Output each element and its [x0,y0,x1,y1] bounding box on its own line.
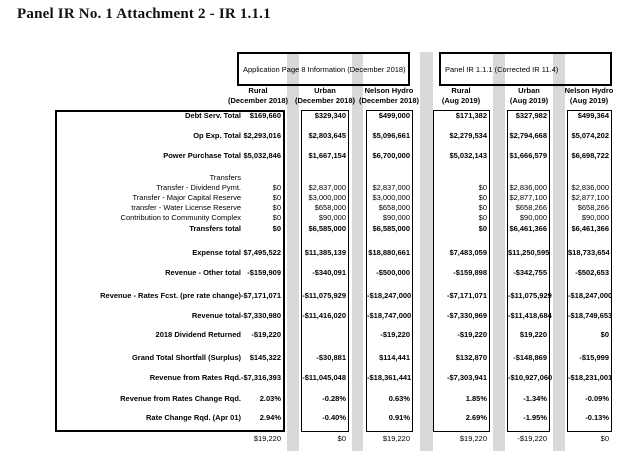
footer-cell-nelson-hydro-aug-2019: $0 [600,434,609,443]
cell-urban-aug-2019: -$11,075,929 [508,291,552,300]
cell-nelson-hydro-aug-2019: -0.13% [585,413,609,422]
cell-rural-dec-2018: $5,032,846 [243,151,281,160]
cell-nelson-hydro-aug-2019: -$15,999 [579,353,609,362]
cell-urban-dec-2018: -$30,881 [316,353,346,362]
cell-nelson-hydro-aug-2019: -0.09% [585,394,609,403]
cell-urban-dec-2018: -$11,045,048 [302,373,346,382]
cell-rural-aug-2019: $132,870 [455,353,487,362]
cell-rural-aug-2019: -$19,220 [457,330,487,339]
page-title: Panel IR No. 1 Attachment 2 - IR 1.1.1 [17,6,271,22]
column-separator-bar [287,52,299,451]
cell-rural-dec-2018: $0 [272,183,281,192]
cell-rural-aug-2019: $0 [478,213,487,222]
cell-nelson-hydro-dec-2018: -$18,747,000 [367,311,412,320]
footer-cell-rural-aug-2019: $19,220 [459,434,487,443]
cell-rural-aug-2019: $2,279,534 [449,131,487,140]
row-label: transfer - Water License Reserve [131,203,241,212]
row-label: Transfers [209,173,241,182]
row-label: Grand Total Shortfall (Surplus) [131,353,241,362]
cell-nelson-hydro-dec-2018: $18,880,661 [368,248,410,257]
cell-rural-dec-2018: 2.94% [259,413,281,422]
cell-rural-dec-2018: -$7,330,980 [240,311,281,320]
column-name: Nelson Hydro [564,86,614,95]
cell-urban-aug-2019: $19,220 [519,330,547,339]
cell-urban-dec-2018: $90,000 [318,213,346,222]
cell-nelson-hydro-dec-2018: 0.63% [388,394,410,403]
cell-nelson-hydro-aug-2019: -$18,749,653 [568,311,613,320]
group-box-application-page8 [237,52,410,86]
column-name: Rural [248,86,268,95]
column-separator-bar [420,52,433,451]
row-label: Transfer - Major Capital Reserve [132,193,241,202]
cell-nelson-hydro-aug-2019: -$18,247,000 [568,291,613,300]
cell-urban-dec-2018: $11,385,139 [304,248,346,257]
column-period: (Aug 2019) [441,96,481,105]
cell-nelson-hydro-aug-2019: -$502,653 [575,268,609,277]
cell-nelson-hydro-dec-2018: $6,585,000 [372,224,410,233]
cell-nelson-hydro-dec-2018: $6,700,000 [372,151,410,160]
footer-cell-urban-aug-2019: -$19,220 [517,434,547,443]
cell-rural-aug-2019: $0 [478,203,487,212]
cell-rural-dec-2018: -$159,909 [247,268,281,277]
row-label: Transfer - Dividend Pymt. [156,183,241,192]
cell-urban-aug-2019: $11,250,595 [508,248,550,257]
cell-nelson-hydro-dec-2018: -$19,220 [380,330,410,339]
column-header-nelson-hydro-dec-2018 [349,86,429,106]
cell-rural-aug-2019: -$7,303,941 [446,373,487,382]
row-label: Contribution to Community Complex [120,213,241,222]
cell-nelson-hydro-aug-2019: $5,074,202 [571,131,609,140]
cell-urban-aug-2019: $2,794,668 [509,131,547,140]
cell-nelson-hydro-dec-2018: $658,000 [378,203,410,212]
cell-nelson-hydro-dec-2018: $3,000,000 [372,193,410,202]
row-label: Revenue total [191,311,241,320]
cell-nelson-hydro-dec-2018: -$18,361,441 [367,373,412,382]
column-name: Nelson Hydro [364,86,414,95]
cell-urban-dec-2018: $658,000 [314,203,346,212]
cell-rural-dec-2018: $0 [272,213,281,222]
cell-rural-dec-2018: -$7,316,393 [240,373,281,382]
group-label: Panel IR 1.1.1 (Corrected IR 11.4) [445,64,559,74]
cell-urban-aug-2019: $1,666,579 [509,151,547,160]
column-header-nelson-hydro-aug-2019 [549,86,629,106]
group-label: Application Page 8 Information (December 2018) [243,64,406,74]
cell-rural-dec-2018: $0 [272,224,281,233]
cell-urban-aug-2019: -$10,927,060 [508,373,553,382]
cell-urban-dec-2018: $2,803,645 [308,131,346,140]
cell-rural-dec-2018: $7,495,522 [243,248,281,257]
group-box-panel-ir-111 [439,52,612,86]
column-period: (Aug 2019) [569,96,609,105]
cell-rural-aug-2019: $0 [478,224,487,233]
row-label: Revenue from Rates Rqd. [149,373,241,382]
cell-urban-dec-2018: -$340,091 [312,268,346,277]
cell-nelson-hydro-dec-2018: $2,837,000 [372,183,410,192]
row-label: Revenue - Other total [165,268,241,277]
cell-urban-dec-2018: $329,340 [314,111,346,120]
cell-nelson-hydro-dec-2018: $90,000 [382,213,410,222]
column-name: Urban [518,86,540,95]
cell-rural-aug-2019: -$7,171,071 [446,291,487,300]
cell-nelson-hydro-dec-2018: $5,096,661 [372,131,410,140]
cell-rural-dec-2018: $145,322 [249,353,281,362]
footer-cell-nelson-hydro-dec-2018: $19,220 [382,434,410,443]
cell-urban-aug-2019: $2,836,000 [509,183,547,192]
cell-urban-aug-2019: $327,982 [515,111,547,120]
cell-urban-dec-2018: -0.28% [322,394,346,403]
cell-nelson-hydro-aug-2019: -$18,231,001 [568,373,613,382]
cell-urban-aug-2019: -$11,418,684 [508,311,552,320]
cell-urban-aug-2019: $2,877,100 [509,193,547,202]
cell-rural-aug-2019: $171,382 [455,111,487,120]
cell-nelson-hydro-dec-2018: $114,441 [379,353,410,362]
cell-rural-dec-2018: -$19,220 [251,330,281,339]
cell-rural-aug-2019: $0 [478,193,487,202]
row-label: 2018 Dividend Returned [155,330,241,339]
cell-nelson-hydro-aug-2019: $6,698,722 [571,151,609,160]
row-label: Power Purchase Total [163,151,241,160]
cell-rural-aug-2019: -$159,898 [453,268,487,277]
cell-nelson-hydro-dec-2018: -$500,000 [376,268,410,277]
cell-urban-dec-2018: $1,667,154 [308,151,346,160]
cell-urban-dec-2018: $2,837,000 [308,183,346,192]
cell-rural-dec-2018: $169,660 [249,111,281,120]
cell-urban-aug-2019: $6,461,366 [509,224,547,233]
cell-urban-aug-2019: -1.95% [523,413,547,422]
cell-rural-dec-2018: $0 [272,193,281,202]
cell-urban-dec-2018: -0.40% [322,413,346,422]
row-label: Revenue - Rates Fcst. (pre rate change) [100,291,241,300]
cell-urban-aug-2019: $658,266 [515,203,547,212]
row-label: Debt Serv. Total [185,111,241,120]
cell-nelson-hydro-aug-2019: $90,000 [581,213,609,222]
column-name: Rural [451,86,471,95]
row-label: Rate Change Rqd. (Apr 01) [145,413,241,422]
column-period: (December 2018) [227,96,289,105]
cell-rural-dec-2018: 2.03% [259,394,281,403]
cell-rural-aug-2019: 1.85% [465,394,487,403]
cell-nelson-hydro-aug-2019: $18,733,654 [568,248,610,257]
cell-urban-dec-2018: $6,585,000 [308,224,346,233]
cell-rural-aug-2019: 2.69% [465,413,487,422]
cell-urban-aug-2019: -$148,869 [513,353,547,362]
column-name: Urban [314,86,336,95]
cell-rural-aug-2019: $0 [478,183,487,192]
cell-nelson-hydro-aug-2019: $2,836,000 [571,183,609,192]
footer-cell-rural-dec-2018: $19,220 [253,434,281,443]
column-separator-bar [493,52,505,451]
row-label: Transfers total [189,224,241,233]
cell-rural-aug-2019: $7,483,059 [449,248,487,257]
cell-urban-aug-2019: $90,000 [519,213,547,222]
cell-nelson-hydro-aug-2019: $0 [600,330,609,339]
column-period: (December 2018) [358,96,420,105]
cell-urban-dec-2018: $3,000,000 [308,193,346,202]
cell-rural-aug-2019: -$7,330,969 [446,311,487,320]
cell-nelson-hydro-aug-2019: $658,266 [577,203,609,212]
cell-urban-aug-2019: -1.34% [523,394,547,403]
cell-urban-dec-2018: -$11,075,929 [302,291,346,300]
row-label: Expense total [192,248,241,257]
column-period: (Aug 2019) [509,96,549,105]
cell-nelson-hydro-aug-2019: $2,877,100 [571,193,609,202]
column-separator-bar [553,52,565,451]
cell-urban-dec-2018: -$11,416,020 [302,311,346,320]
cell-nelson-hydro-aug-2019: $499,364 [577,111,609,120]
cell-rural-dec-2018: $0 [272,203,281,212]
cell-urban-aug-2019: -$342,755 [513,268,547,277]
column-period: (December 2018) [294,96,356,105]
column-separator-bar [352,52,363,451]
cell-nelson-hydro-dec-2018: -$18,247,000 [367,291,412,300]
cell-rural-aug-2019: $5,032,143 [449,151,487,160]
cell-nelson-hydro-dec-2018: $499,000 [378,111,410,120]
cell-nelson-hydro-dec-2018: 0.91% [388,413,410,422]
cell-rural-dec-2018: $2,293,016 [243,131,281,140]
footer-cell-urban-dec-2018: $0 [337,434,346,443]
cell-rural-dec-2018: -$7,171,071 [240,291,281,300]
cell-nelson-hydro-aug-2019: $6,461,366 [571,224,609,233]
row-label: Op Exp. Total [193,131,241,140]
row-label: Revenue from Rates Change Rqd. [120,394,241,403]
